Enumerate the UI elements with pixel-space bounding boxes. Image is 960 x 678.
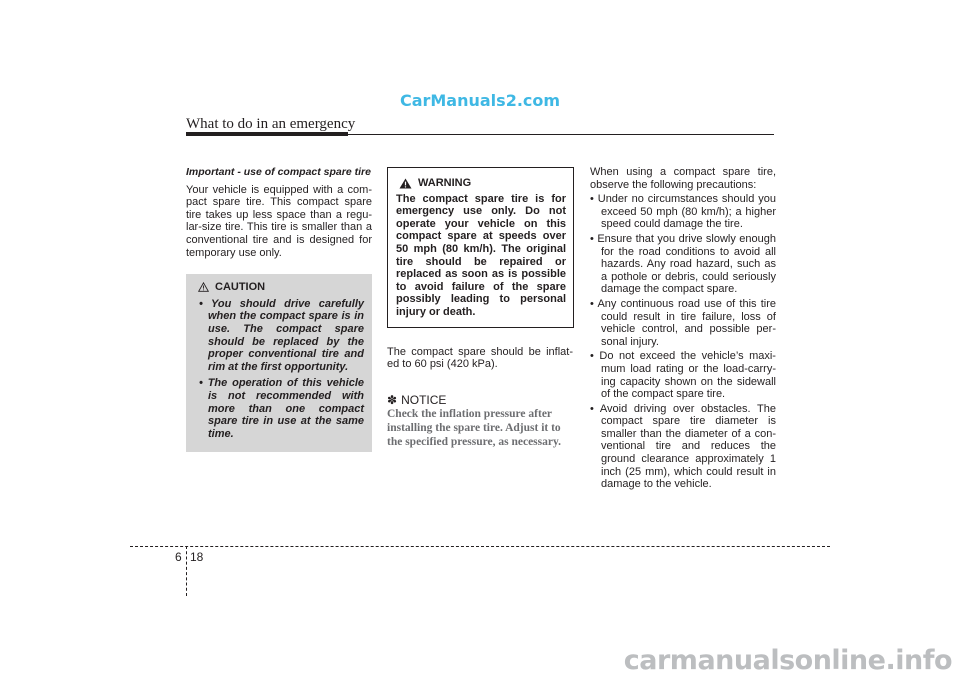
caution-item: • The operation of this vehicle is not recommended with more than one compact spare tire in use at the same time. — [199, 377, 364, 440]
warning-box — [387, 167, 574, 328]
watermark-bottom: carmanualsonline.info — [623, 645, 952, 676]
inflation-paragraph: The compact spare should be inflat- ed to 60 psi (420 kPa). — [387, 345, 573, 371]
column-2 — [387, 166, 573, 449]
footer-rule — [130, 546, 830, 547]
intro-paragraph: Your vehicle is equipped with a com- pact spare tire. This compact spare tire takes up less space than a regu- lar-size tire. This tire is smaller than a conventional tire and is designed for temporary use only. — [186, 183, 372, 259]
precaution-item: • Avoid driving over obstacles. The compact spare tire diameter is smaller than the diameter of a con- ventional tire and reduces the ground clearance approximately 1 inch (25 mm), which could result in damage to the vehicle. — [590, 402, 776, 491]
warning-header — [399, 177, 566, 190]
caution-item: • You should drive carefully when the compact spare is in use. The compact spare should be replaced by the proper conventional tire and rim at the first opportunity. — [199, 297, 364, 373]
notice-star-icon: ✽ — [387, 392, 398, 407]
column-1 — [186, 166, 372, 452]
section-title: What to do in an emergency — [186, 116, 356, 132]
notice-header — [387, 394, 573, 407]
warning-title: WARNING — [418, 177, 472, 189]
caution-header — [198, 281, 364, 294]
warning-text: The compact spare tire is for emergency use only. Do not operate your vehicle on this compact spare at speeds over 50 mph (80 km/h). The original tire should be repaired or replaced as soon as is possible to avoid failure of the spare possibly leading to personal injury or death. — [396, 192, 566, 318]
notice-title: NOTICE — [401, 392, 447, 407]
caution-list — [194, 298, 364, 441]
precautions-list — [590, 193, 776, 491]
subheading: Important - use of compact spare tire — [186, 166, 371, 178]
caution-box — [186, 274, 372, 452]
precaution-item: • Any continuous road use of this tire could result in tire failure, loss of vehicle control, and possible per- sonal injury. — [590, 297, 776, 348]
watermark-top: CarManuals2.com — [399, 91, 561, 110]
caution-triangle-icon — [198, 282, 209, 292]
header-rule — [186, 134, 774, 135]
notice-text: Check the inflation pressure after installing the spare tire. Adjust it to the specified pressure, as necessary. — [387, 408, 561, 448]
precautions-intro: When using a compact spare tire, observe the following precautions: — [590, 166, 776, 191]
precaution-item: • Ensure that you drive slowly enough for the road conditions to avoid all hazards. Any road hazard, such as a pothole or debris, could seriously damage the compact spare. — [590, 232, 776, 296]
column-3 — [590, 166, 776, 493]
precaution-item: • Do not exceed the vehicle’s maxi- mum load rating or the load-carry- ing capacity shown on the sidewall of the compact spare tire. — [590, 350, 776, 401]
caution-title: CAUTION — [215, 281, 266, 294]
warning-triangle-icon — [399, 178, 412, 189]
page-number: 18 — [190, 550, 204, 564]
precaution-item: • Under no circumstances should you exceed 50 mph (80 km/h); a higher speed could damage the tire. — [590, 193, 776, 231]
chapter-number: 6 — [175, 550, 182, 564]
footer-divider — [186, 546, 187, 596]
